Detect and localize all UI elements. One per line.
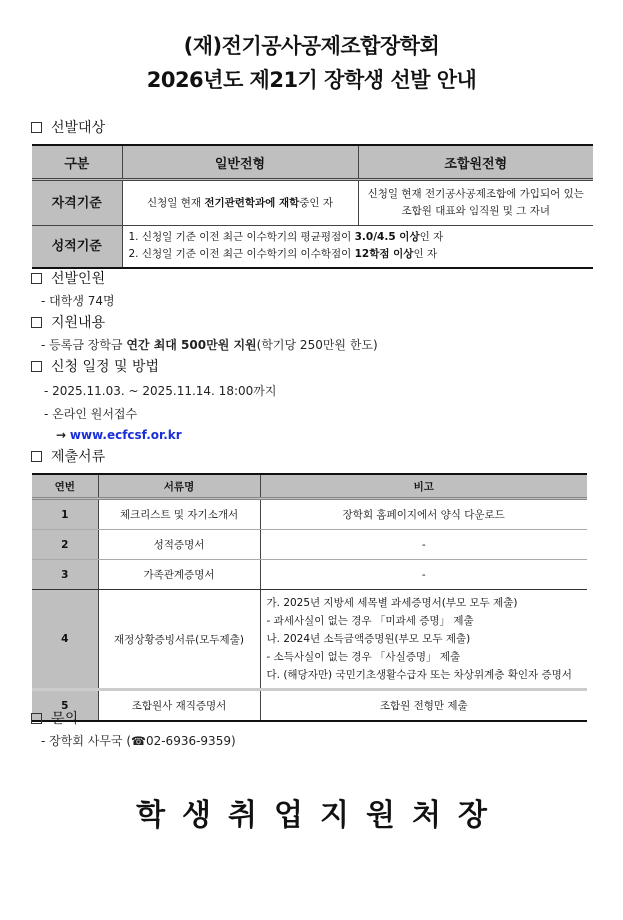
org-title: (재)전기공사공제조합장학회 bbox=[183, 34, 440, 58]
section-contact bbox=[31, 708, 78, 728]
checkbox-icon bbox=[31, 122, 42, 133]
row-label-qualification: 자격기준 bbox=[32, 180, 122, 226]
checkbox-icon bbox=[31, 273, 42, 284]
qualification-general: 신청일 현재 전기관련학과에 재학중인 자 bbox=[122, 180, 358, 226]
table-row bbox=[32, 180, 593, 226]
header-doc-name: 서류명 bbox=[98, 474, 260, 499]
section-label: 선발인원 bbox=[51, 271, 106, 287]
header-general: 일반전형 bbox=[122, 145, 358, 180]
section-target bbox=[31, 117, 105, 137]
schedule-period: - 2025.11.03. ~ 2025.11.14. 18:00까지 bbox=[44, 384, 277, 398]
header-no: 연번 bbox=[32, 474, 98, 499]
section-label: 선발대상 bbox=[51, 120, 106, 136]
section-count bbox=[31, 268, 105, 288]
grades-criteria: 1. 신청일 기준 이전 최근 이수학기의 평균평점이 3.0/4.5 이상인 자 2. 신청일 기준 이전 최근 이수학기의 이수학점이 12학점 이상인 자 bbox=[122, 226, 593, 268]
table-row: 3 가족관계증명서 - bbox=[32, 560, 587, 590]
financial-docs-notes: 가. 2025년 지방세 세목별 과세증명서(부모 모두 제출) - 과세사실이 없는 경우 「미과세 증명」 제출 나. 2024년 소득금액증명원(부모 모두 제출) - 소득사실이 없는 경우 「사실증명」 제출 다. (해당자만) 국민기초생활수급자 또는 차상위계층 확인자 증명서 bbox=[260, 590, 587, 690]
section-schedule bbox=[31, 356, 159, 376]
section-label: 문의 bbox=[51, 711, 79, 727]
support-text: - 등록금 장학금 연간 최대 500만원 지원(학기당 250만원 한도) bbox=[41, 338, 378, 352]
qualification-member: 신청일 현재 전기공사공제조합에 가입되어 있는 조합원 대표와 임직원 및 그 자녀 bbox=[358, 180, 593, 226]
arrow-right-icon: → bbox=[56, 428, 67, 442]
contact-text: - 장학회 사무국 (☎02-6936-9359) bbox=[41, 734, 236, 748]
count-text: - 대학생 74명 bbox=[41, 294, 115, 308]
section-label: 신청 일정 및 방법 bbox=[51, 359, 160, 375]
section-documents bbox=[31, 446, 105, 466]
header-member: 조합원전형 bbox=[358, 145, 593, 180]
checkbox-icon bbox=[31, 317, 42, 328]
documents-table bbox=[32, 473, 587, 722]
table-row bbox=[32, 226, 593, 268]
checkbox-icon bbox=[31, 451, 42, 462]
row-label-grades: 성적기준 bbox=[32, 226, 122, 268]
header-note: 비고 bbox=[260, 474, 587, 499]
signature: 학생취업지원처장 bbox=[136, 798, 504, 833]
website-link[interactable]: www.ecfcsf.or.kr bbox=[69, 428, 182, 442]
table-header-row bbox=[32, 474, 587, 499]
header-category: 구분 bbox=[32, 145, 122, 180]
checkbox-icon bbox=[31, 361, 42, 372]
section-support bbox=[31, 312, 105, 332]
selection-criteria-table bbox=[32, 144, 593, 269]
section-label: 제출서류 bbox=[51, 449, 106, 465]
page-title: 2026년도 제21기 장학생 선발 안내 bbox=[146, 68, 477, 92]
checkbox-icon bbox=[31, 713, 42, 724]
table-row: 5 조합원사 재직증명서 조합원 전형만 제출 bbox=[32, 690, 587, 722]
schedule-method: - 온라인 원서접수 bbox=[44, 407, 138, 421]
table-row: 4 재정상황증빙서류(모두제출) 가. 2025년 지방세 세목별 과세증명서(부모 모두 제출) - 과세사실이 없는 경우 「미과세 증명」 제출 나. 2024년 소득금액증명원(부모 모두 제출) - 소득사실이 없는 경우 「사실증명」 제출 다. (해당자만) 국민기초생활수급자 또는 차상위계층 확인자 증명서 bbox=[32, 590, 587, 690]
url-line bbox=[56, 428, 182, 442]
table-row: 1 체크리스트 및 자기소개서 장학회 홈페이지에서 양식 다운로드 bbox=[32, 499, 587, 530]
section-label: 지원내용 bbox=[51, 315, 106, 331]
table-row: 2 성적증명서 - bbox=[32, 530, 587, 560]
table-header-row bbox=[32, 145, 593, 180]
